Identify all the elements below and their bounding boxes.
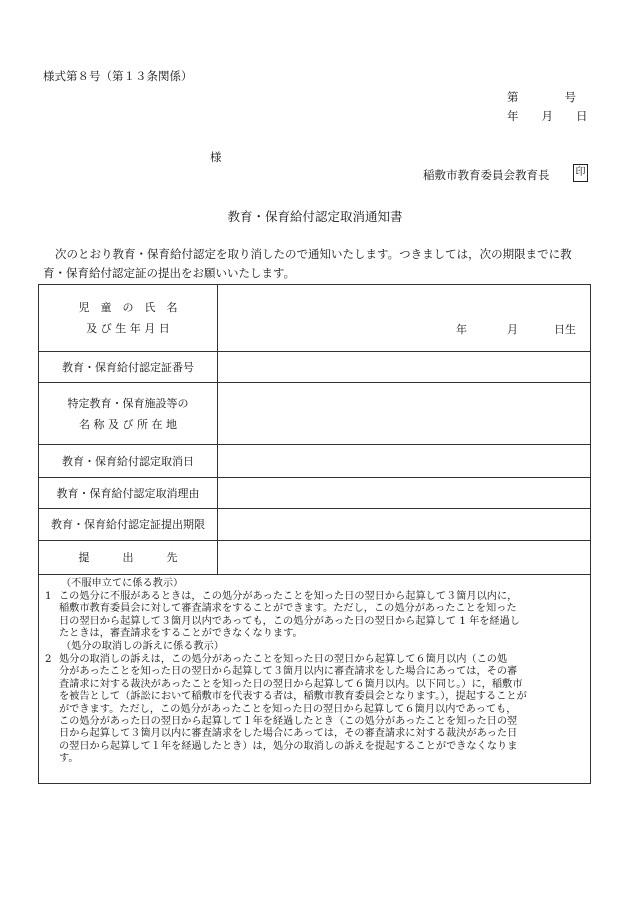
- row-label-submission-deadline: [39, 509, 218, 541]
- appeal-notice-box: [38, 574, 591, 784]
- table-row-revocation-reason: [39, 478, 591, 509]
- intro-line-2: 育・保育給付認定証の提出をお願いいたします。: [43, 266, 296, 280]
- item-line: この処分があった日の翌日から起算して１年を経過したとき（この処分があったことを知った日の翌: [59, 716, 518, 728]
- document-date-field: 年 月 日: [507, 109, 588, 123]
- row-label-revocation-date: [39, 445, 218, 478]
- row-label-line: 名 称 及 び 所 在 地: [79, 417, 177, 431]
- table-row-submission-deadline: [39, 509, 591, 541]
- facility-name-address-field[interactable]: [218, 383, 591, 445]
- row-label-line: 児 童 の 氏 名: [78, 301, 178, 314]
- row-label-revocation-reason: [39, 478, 218, 509]
- details-table: [38, 284, 591, 575]
- table-row-certificate-number: [39, 352, 591, 383]
- appeal-notice-item-1: [45, 591, 585, 641]
- addressee-label: 様: [210, 150, 222, 164]
- table-row-revocation-date: [39, 445, 591, 478]
- submission-deadline-field[interactable]: [218, 509, 591, 541]
- row-label-facility: [39, 383, 218, 445]
- row-label-line: 及 び 生 年 月 日: [86, 322, 170, 335]
- item-line: この処分に不服があるときは，この処分があったことを知った日の翌日から起算して３箇月以内に，: [59, 591, 518, 602]
- dob-month-label: 月: [507, 323, 518, 336]
- item-line: を被告として（訴訟において稲敷市を代表する者は，稲敷市教育委員会となります。），提起することが: [59, 691, 527, 703]
- form-number-label: 様式第８号（第１３条関係）: [43, 69, 193, 83]
- item-line: 稲敷市教育委員会に対して審査請求をすることができます。ただし，この処分があったことを知った: [59, 603, 517, 615]
- row-label-line: 教育・保育給付認定取消日: [62, 454, 194, 468]
- dob-day-label: 日生: [554, 323, 576, 336]
- item-number: 1: [45, 591, 52, 602]
- revocation-date-field[interactable]: [218, 445, 591, 478]
- row-label-line: 特定教育・保育施設等の: [67, 396, 189, 410]
- item-line: 日の翌日から起算して３箇月以内であっても，この処分があった日の翌日から起算して 1 年を経過し: [59, 615, 520, 627]
- item-text: [59, 654, 585, 766]
- intro-paragraph: [43, 245, 591, 283]
- row-label-line: 提 出 先: [78, 551, 178, 564]
- row-label-submission-destination: [39, 541, 218, 575]
- dob-year-label: 年: [456, 323, 467, 336]
- document-title: 教育・保育給付認定取消通知書: [227, 209, 403, 224]
- item-line: 処分の取消しの訴えは，この処分があったことを知った日の翌日から起算して６箇月以内（この処: [59, 654, 508, 665]
- appeal-notice-item-2: [45, 654, 585, 766]
- document-number-field: 第 号: [507, 90, 576, 104]
- item-line: す。: [59, 753, 79, 765]
- seal-stamp-box: 印: [573, 164, 588, 182]
- intro-line-1: 次のとおり教育・保育給付認定を取り消したので通知いたします。つきましては，次の期限までに教: [55, 247, 572, 261]
- item-number: 2: [45, 654, 52, 665]
- table-row-submission-destination: [39, 541, 591, 575]
- table-row-facility: [39, 383, 591, 445]
- row-label-certificate-number: [39, 352, 218, 383]
- lawsuit-heading: （処分の取消しの訴えに係る教示）: [61, 641, 224, 652]
- row-label-line: 教育・保育給付認定証番号: [62, 360, 194, 374]
- certificate-number-field[interactable]: [218, 352, 591, 383]
- item-line: 分があったことを知った日の翌日から起算して３箇月以内に審査請求をした場合にあっては，その審: [59, 666, 518, 678]
- revocation-reason-field[interactable]: [218, 478, 591, 509]
- row-label-child-name: [39, 285, 218, 352]
- item-line: 査請求に対する裁決があったことを知った日の翌日から起算して６箇月以内。以下同じ。）に，稲敷市: [59, 678, 523, 690]
- issuer-name: 稲敷市教育委員会教育長: [423, 168, 550, 182]
- item-line: 日から起算して３箇月以内に審査請求をした場合にあっては，その審査請求に対する裁決があった日: [59, 728, 518, 740]
- item-line: たときは，審査請求をすることができなくなります。: [59, 628, 303, 640]
- submission-destination-field[interactable]: [218, 541, 591, 575]
- table-row-child-name: [39, 285, 591, 352]
- appeal-heading: （不服申立てに係る教示）: [61, 578, 184, 589]
- item-line: の翌日から起算して１年を経過したとき）は，処分の取消しの訴えを提起することができなくなりま: [59, 740, 518, 752]
- item-line: ができます。ただし，この処分があったことを知った日の翌日から起算して６箇月以内であっても，: [59, 703, 517, 715]
- child-name-dob-field[interactable]: [218, 285, 591, 352]
- row-label-line: 教育・保育給付認定証提出期限: [51, 518, 205, 531]
- row-label-line: 教育・保育給付認定取消理由: [56, 486, 200, 500]
- item-text: [59, 591, 585, 641]
